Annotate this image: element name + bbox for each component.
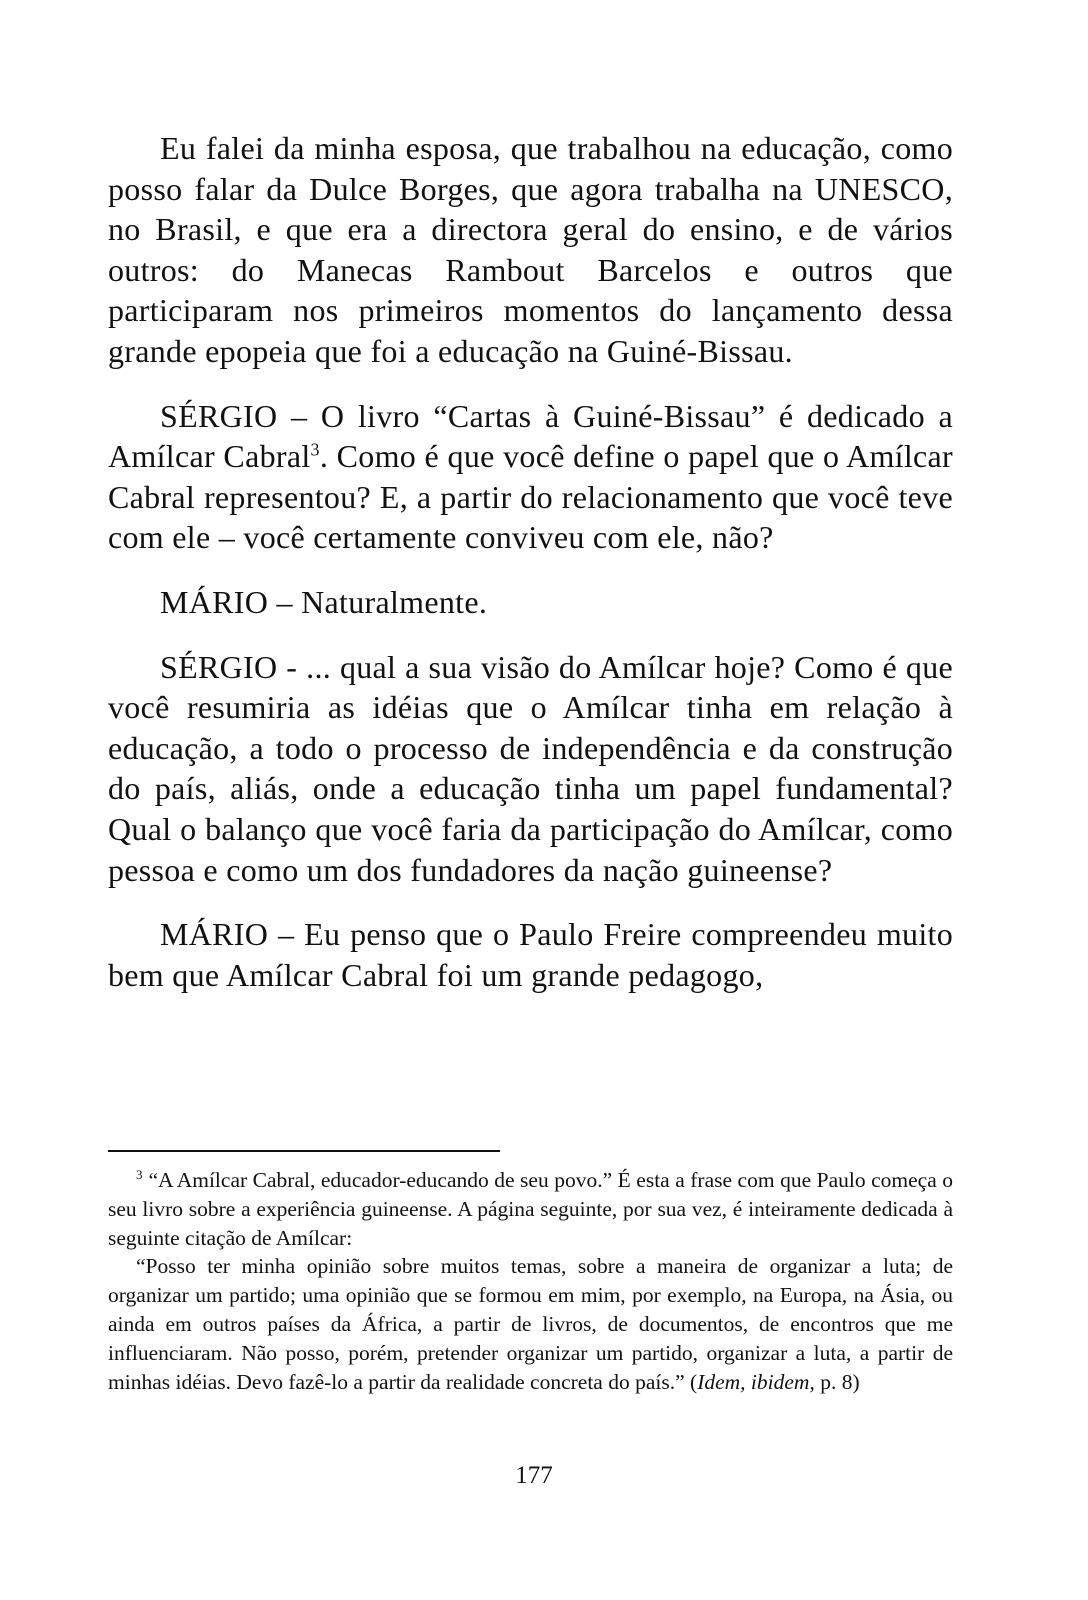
dash: – [276,583,293,620]
paragraph-2 [108,396,953,558]
paragraph-text: Naturalmente. [301,583,488,620]
dash: – [278,916,295,953]
dash: – [290,397,308,434]
footnote-body: “A Amílcar Cabral, educador-educando de seu povo.” É esta a frase com que Paulo começa o seu livro sobre a experiência guineense. A página seguinte, por sua vez, é inteiramente dedicada à seguinte citação de Amílcar: [108,1168,953,1250]
paragraph-text: Eu penso que o Paulo Freire compreendeu muito bem que Amílcar Cabral foi um grande pedagogo, [108,916,953,993]
citation-rest: , p. 8) [809,1369,860,1394]
paragraph-5 [108,914,953,995]
page-number: 177 [515,1462,553,1489]
speaker-name: MÁRIO [160,916,269,953]
footnote-quote-text: “Posso ter minha opinião sobre muitos temas, sobre a maneira de organizar a luta; de organizar um partido; uma opinião que se formou em mim, por exemplo, na Europa, na Ásia, ou ainda em outros países da África, a partir de livros, de documentos, de encontros que me influenciaram. Não posso, porém, pretender organizar um partido, organizar a luta, a partir de minhas idéias. Devo fazê-lo a partir da realidade concreta do país.” [108,1254,953,1394]
paragraph-3 [108,582,953,623]
footnote-reference: 3 [310,439,320,460]
footnote [108,1166,953,1396]
paragraph-text: ... qual a sua visão do Amílcar hoje? Como é que você resumiria as idéias que o Amílcar tinha em relação à educação, a todo o processo de independência e da construção do país, aliás, onde a educação tinha um papel fundamental? Qual o balanço que você faria da participação do Amílcar, como pessoa e como um dos fundadores da nação guineense? [108,648,953,888]
main-text [108,128,953,995]
speaker-name: SÉRGIO [160,397,278,434]
footnote-text [108,1166,953,1252]
dash: - [286,648,298,685]
footnote-marker: 3 [136,1166,143,1182]
paragraph-1 [108,128,953,372]
footnote-divider [108,1150,500,1152]
speaker-name: SÉRGIO [160,648,278,685]
citation-italic: Idem, ibidem [697,1369,810,1394]
speaker-name: MÁRIO [160,583,269,620]
citation-open: ( [690,1369,698,1394]
footnote-quote [108,1252,953,1396]
paragraph-4 [108,647,953,891]
paragraph-text: . Como é que você define o papel que o Amílcar Cabral representou? E, a partir do relacionamento que você teve com ele – você certamente conviveu com ele, não? [108,438,953,556]
paragraph-text: O livro “Cartas à Guiné-Bissau” é dedicado a Amílcar Cabral [108,397,953,475]
paragraph-text: Eu falei da minha esposa, que trabalhou na educação, como posso falar da Dulce Borges, que agora trabalha na UNESCO, no Brasil, e que era a directora geral do ensino, e de vários outros: do Manecas Rambout Barcelos e outros que participaram nos primeiros momentos do lançamento dessa grande epopeia que foi a educação na Guiné-Bissau. [108,130,953,369]
